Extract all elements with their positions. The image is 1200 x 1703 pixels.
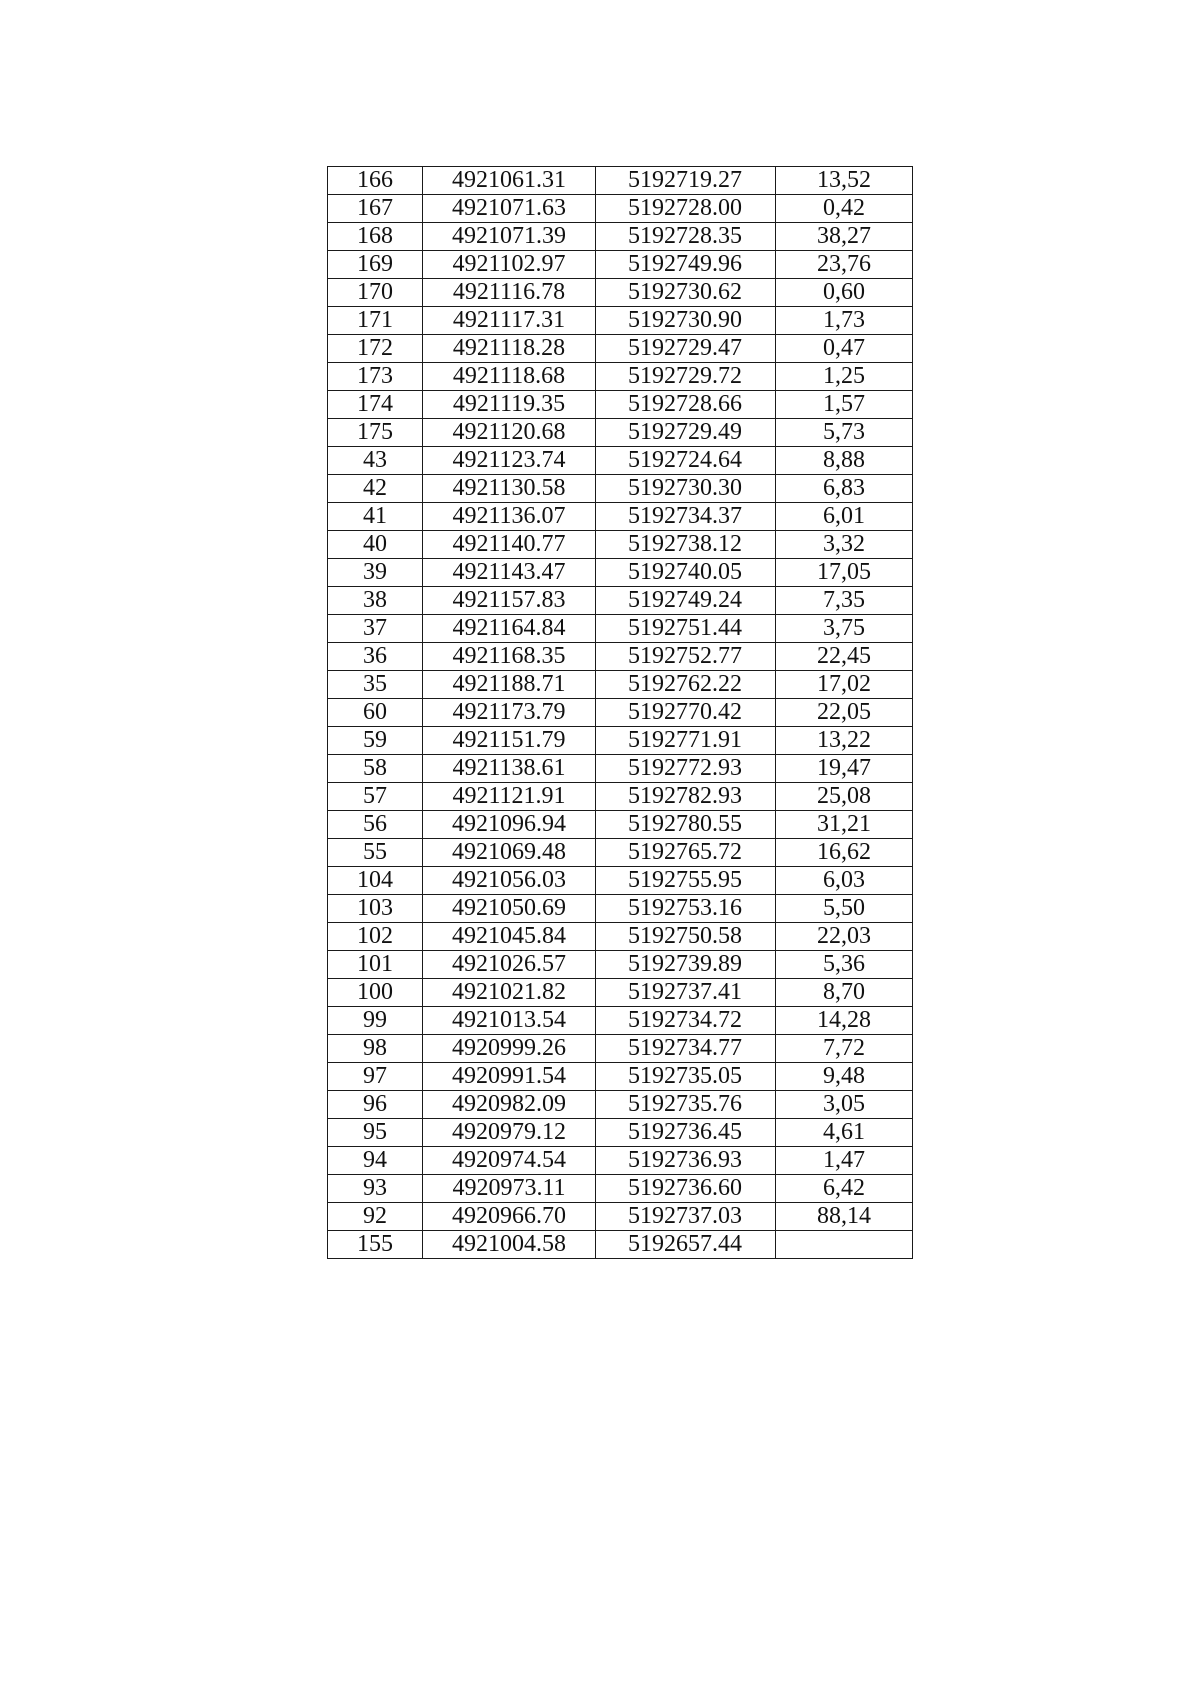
y-coordinate-cell: 5192734.72 xyxy=(596,1007,776,1035)
table-row xyxy=(328,727,913,755)
table-row xyxy=(328,307,913,335)
distance-cell: 22,45 xyxy=(776,643,913,671)
point-number-cell: 37 xyxy=(328,615,423,643)
distance-cell: 22,03 xyxy=(776,923,913,951)
distance-cell: 31,21 xyxy=(776,811,913,839)
x-coordinate-cell: 4921056.03 xyxy=(423,867,596,895)
y-coordinate-cell: 5192728.66 xyxy=(596,391,776,419)
table-row xyxy=(328,475,913,503)
table-row xyxy=(328,895,913,923)
x-coordinate-cell: 4921071.63 xyxy=(423,195,596,223)
x-coordinate-cell: 4921138.61 xyxy=(423,755,596,783)
point-number-cell: 155 xyxy=(328,1231,423,1259)
table-row xyxy=(328,1175,913,1203)
x-coordinate-cell: 4921119.35 xyxy=(423,391,596,419)
y-coordinate-cell: 5192729.72 xyxy=(596,363,776,391)
x-coordinate-cell: 4921164.84 xyxy=(423,615,596,643)
y-coordinate-cell: 5192762.22 xyxy=(596,671,776,699)
point-number-cell: 36 xyxy=(328,643,423,671)
table-row xyxy=(328,195,913,223)
x-coordinate-cell: 4921140.77 xyxy=(423,531,596,559)
y-coordinate-cell: 5192737.03 xyxy=(596,1203,776,1231)
distance-cell: 6,83 xyxy=(776,475,913,503)
point-number-cell: 101 xyxy=(328,951,423,979)
distance-cell: 6,03 xyxy=(776,867,913,895)
table-row xyxy=(328,979,913,1007)
x-coordinate-cell: 4921168.35 xyxy=(423,643,596,671)
table-row xyxy=(328,531,913,559)
y-coordinate-cell: 5192737.41 xyxy=(596,979,776,1007)
table-row xyxy=(328,1147,913,1175)
x-coordinate-cell: 4921013.54 xyxy=(423,1007,596,1035)
point-number-cell: 167 xyxy=(328,195,423,223)
distance-cell: 14,28 xyxy=(776,1007,913,1035)
x-coordinate-cell: 4920999.26 xyxy=(423,1035,596,1063)
point-number-cell: 39 xyxy=(328,559,423,587)
y-coordinate-cell: 5192751.44 xyxy=(596,615,776,643)
table-row xyxy=(328,223,913,251)
x-coordinate-cell: 4921120.68 xyxy=(423,419,596,447)
table-row xyxy=(328,279,913,307)
y-coordinate-cell: 5192782.93 xyxy=(596,783,776,811)
point-number-cell: 42 xyxy=(328,475,423,503)
distance-cell: 1,73 xyxy=(776,307,913,335)
table-row xyxy=(328,167,913,195)
point-number-cell: 92 xyxy=(328,1203,423,1231)
y-coordinate-cell: 5192729.47 xyxy=(596,335,776,363)
point-number-cell: 168 xyxy=(328,223,423,251)
y-coordinate-cell: 5192657.44 xyxy=(596,1231,776,1259)
y-coordinate-cell: 5192734.77 xyxy=(596,1035,776,1063)
point-number-cell: 166 xyxy=(328,167,423,195)
point-number-cell: 102 xyxy=(328,923,423,951)
x-coordinate-cell: 4921069.48 xyxy=(423,839,596,867)
x-coordinate-cell: 4920966.70 xyxy=(423,1203,596,1231)
distance-cell: 5,36 xyxy=(776,951,913,979)
y-coordinate-cell: 5192750.58 xyxy=(596,923,776,951)
table-row xyxy=(328,1231,913,1259)
x-coordinate-cell: 4921157.83 xyxy=(423,587,596,615)
point-number-cell: 55 xyxy=(328,839,423,867)
point-number-cell: 99 xyxy=(328,1007,423,1035)
x-coordinate-cell: 4921021.82 xyxy=(423,979,596,1007)
point-number-cell: 40 xyxy=(328,531,423,559)
point-number-cell: 35 xyxy=(328,671,423,699)
point-number-cell: 43 xyxy=(328,447,423,475)
y-coordinate-cell: 5192765.72 xyxy=(596,839,776,867)
y-coordinate-cell: 5192735.76 xyxy=(596,1091,776,1119)
table-row xyxy=(328,615,913,643)
distance-cell: 4,61 xyxy=(776,1119,913,1147)
y-coordinate-cell: 5192770.42 xyxy=(596,699,776,727)
y-coordinate-cell: 5192752.77 xyxy=(596,643,776,671)
distance-cell: 3,32 xyxy=(776,531,913,559)
y-coordinate-cell: 5192728.00 xyxy=(596,195,776,223)
y-coordinate-cell: 5192738.12 xyxy=(596,531,776,559)
y-coordinate-cell: 5192730.62 xyxy=(596,279,776,307)
coordinates-table-body xyxy=(328,167,913,1259)
y-coordinate-cell: 5192730.90 xyxy=(596,307,776,335)
distance-cell: 13,52 xyxy=(776,167,913,195)
y-coordinate-cell: 5192729.49 xyxy=(596,419,776,447)
x-coordinate-cell: 4921143.47 xyxy=(423,559,596,587)
y-coordinate-cell: 5192755.95 xyxy=(596,867,776,895)
y-coordinate-cell: 5192730.30 xyxy=(596,475,776,503)
table-row xyxy=(328,671,913,699)
distance-cell: 0,60 xyxy=(776,279,913,307)
distance-cell xyxy=(776,1231,913,1259)
table-row xyxy=(328,447,913,475)
table-row xyxy=(328,251,913,279)
x-coordinate-cell: 4921071.39 xyxy=(423,223,596,251)
x-coordinate-cell: 4920982.09 xyxy=(423,1091,596,1119)
distance-cell: 23,76 xyxy=(776,251,913,279)
table-row xyxy=(328,335,913,363)
table-row xyxy=(328,1007,913,1035)
point-number-cell: 97 xyxy=(328,1063,423,1091)
y-coordinate-cell: 5192753.16 xyxy=(596,895,776,923)
point-number-cell: 169 xyxy=(328,251,423,279)
x-coordinate-cell: 4921102.97 xyxy=(423,251,596,279)
point-number-cell: 38 xyxy=(328,587,423,615)
distance-cell: 7,35 xyxy=(776,587,913,615)
distance-cell: 17,05 xyxy=(776,559,913,587)
x-coordinate-cell: 4921136.07 xyxy=(423,503,596,531)
x-coordinate-cell: 4921050.69 xyxy=(423,895,596,923)
y-coordinate-cell: 5192740.05 xyxy=(596,559,776,587)
point-number-cell: 56 xyxy=(328,811,423,839)
y-coordinate-cell: 5192749.24 xyxy=(596,587,776,615)
y-coordinate-cell: 5192772.93 xyxy=(596,755,776,783)
table-row xyxy=(328,1091,913,1119)
distance-cell: 6,01 xyxy=(776,503,913,531)
distance-cell: 16,62 xyxy=(776,839,913,867)
x-coordinate-cell: 4921118.28 xyxy=(423,335,596,363)
x-coordinate-cell: 4921118.68 xyxy=(423,363,596,391)
distance-cell: 9,48 xyxy=(776,1063,913,1091)
distance-cell: 6,42 xyxy=(776,1175,913,1203)
table-row xyxy=(328,783,913,811)
point-number-cell: 57 xyxy=(328,783,423,811)
x-coordinate-cell: 4920979.12 xyxy=(423,1119,596,1147)
distance-cell: 22,05 xyxy=(776,699,913,727)
point-number-cell: 175 xyxy=(328,419,423,447)
x-coordinate-cell: 4921116.78 xyxy=(423,279,596,307)
point-number-cell: 172 xyxy=(328,335,423,363)
x-coordinate-cell: 4921173.79 xyxy=(423,699,596,727)
point-number-cell: 100 xyxy=(328,979,423,1007)
x-coordinate-cell: 4921045.84 xyxy=(423,923,596,951)
point-number-cell: 103 xyxy=(328,895,423,923)
distance-cell: 25,08 xyxy=(776,783,913,811)
table-row xyxy=(328,559,913,587)
table-row xyxy=(328,1035,913,1063)
y-coordinate-cell: 5192735.05 xyxy=(596,1063,776,1091)
table-row xyxy=(328,1063,913,1091)
x-coordinate-cell: 4921096.94 xyxy=(423,811,596,839)
table-row xyxy=(328,867,913,895)
x-coordinate-cell: 4921004.58 xyxy=(423,1231,596,1259)
y-coordinate-cell: 5192736.93 xyxy=(596,1147,776,1175)
table-row xyxy=(328,1203,913,1231)
coordinates-table xyxy=(327,166,913,1259)
distance-cell: 1,25 xyxy=(776,363,913,391)
distance-cell: 1,57 xyxy=(776,391,913,419)
table-row xyxy=(328,811,913,839)
table-row xyxy=(328,363,913,391)
distance-cell: 8,70 xyxy=(776,979,913,1007)
table-row xyxy=(328,923,913,951)
distance-cell: 1,47 xyxy=(776,1147,913,1175)
table-row xyxy=(328,391,913,419)
distance-cell: 5,50 xyxy=(776,895,913,923)
y-coordinate-cell: 5192724.64 xyxy=(596,447,776,475)
table-row xyxy=(328,587,913,615)
point-number-cell: 98 xyxy=(328,1035,423,1063)
x-coordinate-cell: 4921061.31 xyxy=(423,167,596,195)
x-coordinate-cell: 4921188.71 xyxy=(423,671,596,699)
x-coordinate-cell: 4921151.79 xyxy=(423,727,596,755)
x-coordinate-cell: 4921130.58 xyxy=(423,475,596,503)
point-number-cell: 59 xyxy=(328,727,423,755)
table-row xyxy=(328,419,913,447)
point-number-cell: 60 xyxy=(328,699,423,727)
distance-cell: 17,02 xyxy=(776,671,913,699)
distance-cell: 13,22 xyxy=(776,727,913,755)
table-row xyxy=(328,839,913,867)
point-number-cell: 93 xyxy=(328,1175,423,1203)
y-coordinate-cell: 5192749.96 xyxy=(596,251,776,279)
distance-cell: 3,75 xyxy=(776,615,913,643)
y-coordinate-cell: 5192736.60 xyxy=(596,1175,776,1203)
x-coordinate-cell: 4920974.54 xyxy=(423,1147,596,1175)
y-coordinate-cell: 5192771.91 xyxy=(596,727,776,755)
x-coordinate-cell: 4921121.91 xyxy=(423,783,596,811)
y-coordinate-cell: 5192780.55 xyxy=(596,811,776,839)
distance-cell: 7,72 xyxy=(776,1035,913,1063)
point-number-cell: 95 xyxy=(328,1119,423,1147)
y-coordinate-cell: 5192719.27 xyxy=(596,167,776,195)
table-row xyxy=(328,951,913,979)
x-coordinate-cell: 4921117.31 xyxy=(423,307,596,335)
point-number-cell: 58 xyxy=(328,755,423,783)
distance-cell: 3,05 xyxy=(776,1091,913,1119)
table-row xyxy=(328,1119,913,1147)
distance-cell: 88,14 xyxy=(776,1203,913,1231)
distance-cell: 19,47 xyxy=(776,755,913,783)
point-number-cell: 41 xyxy=(328,503,423,531)
point-number-cell: 173 xyxy=(328,363,423,391)
point-number-cell: 96 xyxy=(328,1091,423,1119)
table-row xyxy=(328,755,913,783)
point-number-cell: 170 xyxy=(328,279,423,307)
x-coordinate-cell: 4920973.11 xyxy=(423,1175,596,1203)
point-number-cell: 94 xyxy=(328,1147,423,1175)
distance-cell: 38,27 xyxy=(776,223,913,251)
point-number-cell: 174 xyxy=(328,391,423,419)
table-row xyxy=(328,699,913,727)
distance-cell: 0,47 xyxy=(776,335,913,363)
y-coordinate-cell: 5192739.89 xyxy=(596,951,776,979)
y-coordinate-cell: 5192734.37 xyxy=(596,503,776,531)
table-row xyxy=(328,643,913,671)
distance-cell: 8,88 xyxy=(776,447,913,475)
x-coordinate-cell: 4921026.57 xyxy=(423,951,596,979)
y-coordinate-cell: 5192736.45 xyxy=(596,1119,776,1147)
distance-cell: 0,42 xyxy=(776,195,913,223)
distance-cell: 5,73 xyxy=(776,419,913,447)
point-number-cell: 171 xyxy=(328,307,423,335)
y-coordinate-cell: 5192728.35 xyxy=(596,223,776,251)
x-coordinate-cell: 4920991.54 xyxy=(423,1063,596,1091)
point-number-cell: 104 xyxy=(328,867,423,895)
table-row xyxy=(328,503,913,531)
x-coordinate-cell: 4921123.74 xyxy=(423,447,596,475)
